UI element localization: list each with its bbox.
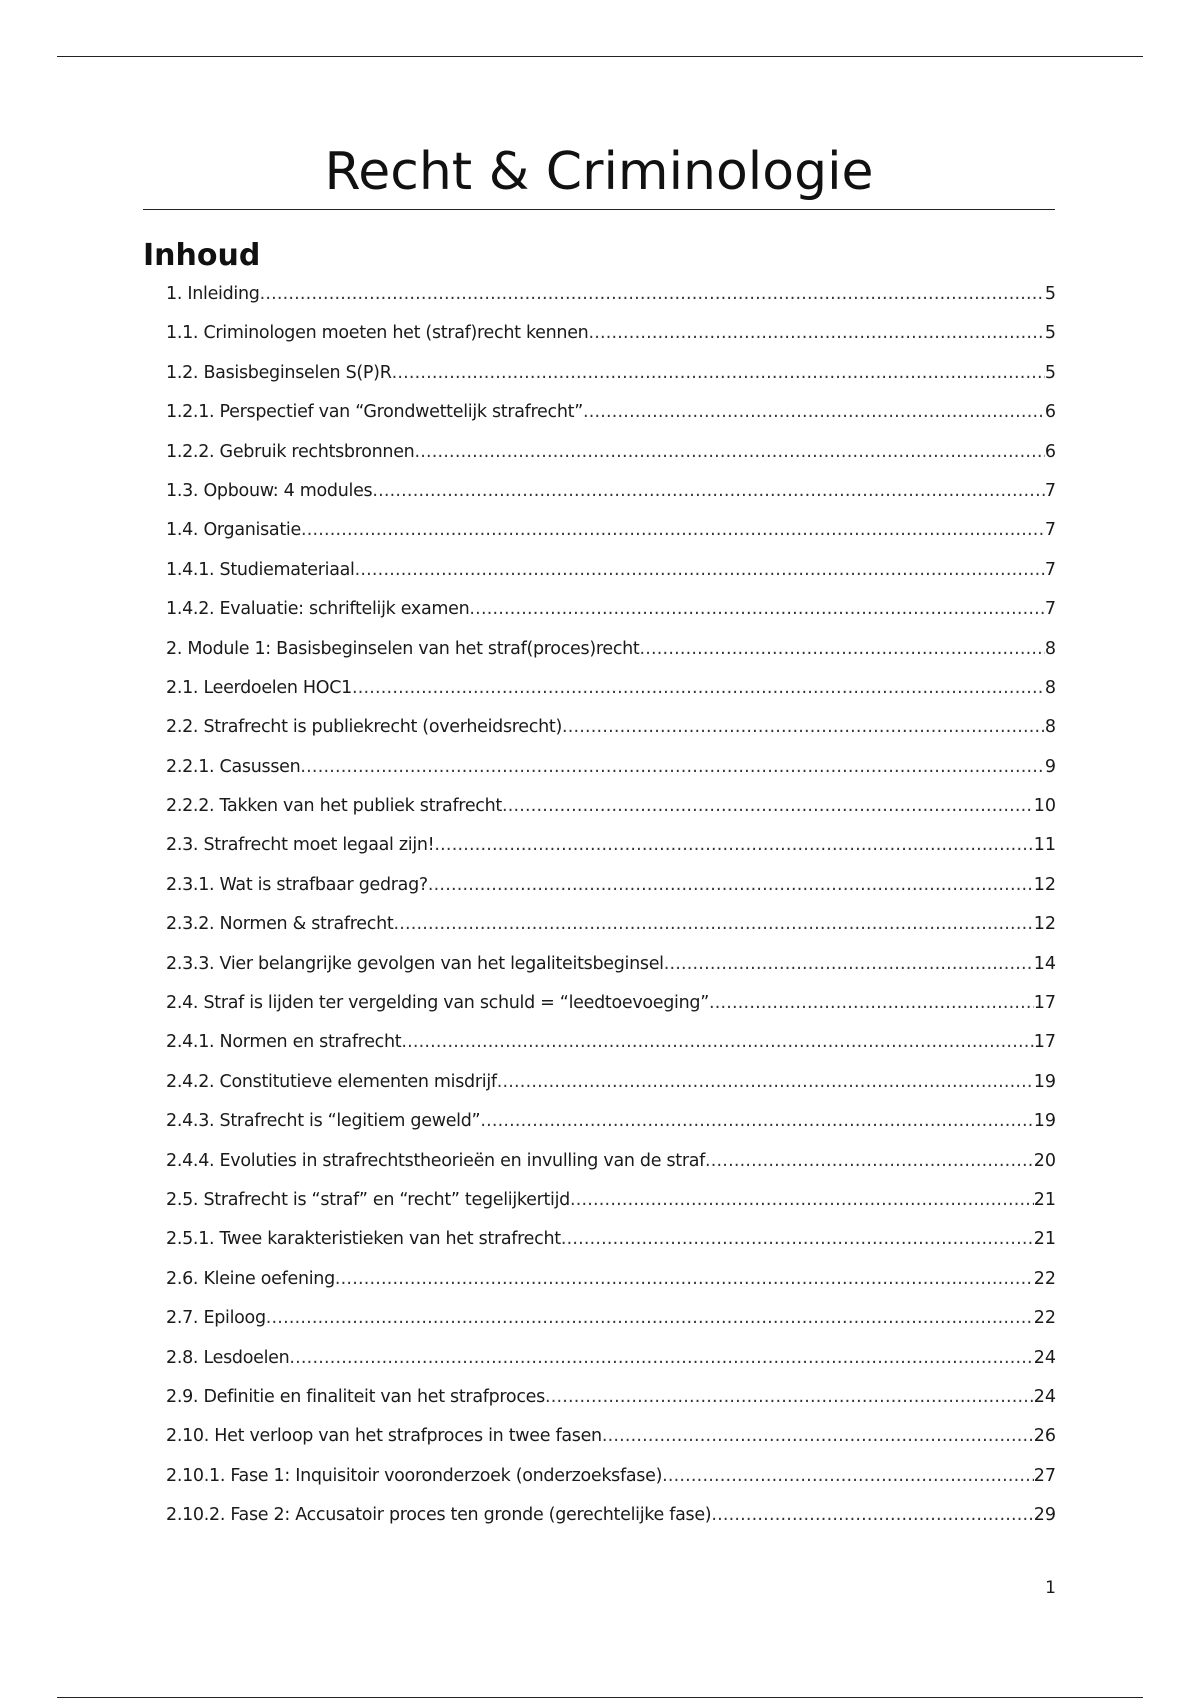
toc-entry-label: 2.8. Lesdoelen <box>166 1347 290 1368</box>
toc-dot-leader <box>561 1229 1034 1249</box>
toc-dot-leader <box>602 1426 1034 1446</box>
toc-entry[interactable] <box>166 796 1056 835</box>
toc-dot-leader <box>289 1348 1033 1368</box>
toc-entry-page: 8 <box>1044 677 1056 698</box>
toc-entry[interactable] <box>166 993 1056 1032</box>
toc-entry[interactable] <box>166 363 1056 402</box>
toc-dot-leader <box>260 284 1045 304</box>
toc-entry[interactable] <box>166 1348 1056 1387</box>
toc-entry-label: 1.4.2. Evaluatie: schriftelijk examen <box>166 599 470 620</box>
toc-entry-label: 1.4. Organisatie <box>166 520 301 541</box>
toc-dot-leader <box>711 1505 1033 1525</box>
toc-entry-label: 1. Inleiding <box>166 284 260 304</box>
toc-entry[interactable] <box>166 678 1056 717</box>
toc-entry-label: 2.3.3. Vier belangrijke gevolgen van het legaliteitsbeginsel <box>166 953 664 974</box>
toc-entry[interactable] <box>166 1151 1056 1190</box>
toc-entry[interactable] <box>166 757 1056 796</box>
toc-entry[interactable] <box>166 639 1056 678</box>
toc-entry-label: 2.3.1. Wat is strafbaar gedrag? <box>166 874 428 895</box>
toc-entry-page: 22 <box>1033 1308 1056 1329</box>
toc-entry-page: 20 <box>1033 1150 1056 1171</box>
toc-dot-leader <box>434 835 1033 855</box>
toc-dot-leader <box>662 1466 1034 1486</box>
toc-entry-label: 2. Module 1: Basisbeginselen van het straf(proces)recht <box>166 638 640 659</box>
toc-entry-page: 9 <box>1044 756 1056 777</box>
toc-entry-label: 2.1. Leerdoelen HOC1 <box>166 677 352 698</box>
toc-entry-label: 1.4.1. Studiemateriaal <box>166 559 355 580</box>
toc-entry-label: 2.10.2. Fase 2: Accusatoir proces ten gronde (gerechtelijke fase) <box>166 1505 712 1526</box>
toc-dot-leader <box>480 1111 1033 1131</box>
toc-dot-leader <box>588 323 1044 343</box>
toc-entry-page: 5 <box>1044 284 1056 304</box>
toc-dot-leader <box>372 481 1045 501</box>
toc-entry-label: 1.2. Basisbeginselen S(P)R <box>166 362 392 383</box>
toc-entry[interactable] <box>166 1269 1056 1308</box>
toc-dot-leader <box>705 1151 1034 1171</box>
toc-entry-label: 2.2.1. Casussen <box>166 756 301 777</box>
toc-entry-page: 6 <box>1044 441 1056 462</box>
table-of-contents <box>166 284 1056 1545</box>
toc-entry-label: 2.4.2. Constitutieve elementen misdrijf <box>166 1071 497 1092</box>
toc-entry-label: 2.3.2. Normen & strafrecht <box>166 914 394 935</box>
toc-entry-page: 21 <box>1033 1229 1056 1250</box>
toc-entry-label: 2.4.1. Normen en strafrecht <box>166 1032 402 1053</box>
toc-entry-page: 6 <box>1044 402 1056 423</box>
toc-dot-leader <box>355 560 1045 580</box>
toc-entry-label: 2.7. Epiloog <box>166 1308 266 1329</box>
footer-rule <box>57 1697 1143 1698</box>
toc-dot-leader <box>393 914 1033 934</box>
toc-dot-leader <box>352 678 1045 698</box>
toc-entry[interactable] <box>166 954 1056 993</box>
toc-entry-page: 7 <box>1044 559 1056 580</box>
toc-entry[interactable] <box>166 1426 1056 1465</box>
toc-entry[interactable] <box>166 1229 1056 1268</box>
toc-entry[interactable] <box>166 1032 1056 1071</box>
toc-entry[interactable] <box>166 1505 1056 1544</box>
toc-dot-leader <box>300 757 1044 777</box>
toc-entry[interactable] <box>166 402 1056 441</box>
toc-entry-label: 1.2.2. Gebruik rechtsbronnen <box>166 441 415 462</box>
toc-entry-page: 12 <box>1033 914 1056 935</box>
toc-entry[interactable] <box>166 1072 1056 1111</box>
toc-entry-label: 2.9. Definitie en finaliteit van het strafproces <box>166 1386 545 1407</box>
toc-entry-page: 26 <box>1033 1426 1056 1447</box>
toc-entry[interactable] <box>166 914 1056 953</box>
toc-entry[interactable] <box>166 835 1056 874</box>
toc-dot-leader <box>266 1308 1034 1328</box>
toc-entry[interactable] <box>166 1111 1056 1150</box>
toc-dot-leader <box>570 1190 1034 1210</box>
toc-entry-page: 12 <box>1033 874 1056 895</box>
toc-entry[interactable] <box>166 284 1056 323</box>
toc-entry-page: 17 <box>1033 993 1056 1014</box>
toc-entry-page: 7 <box>1044 520 1056 541</box>
toc-entry-label: 2.6. Kleine oefening <box>166 1268 335 1289</box>
toc-entry-page: 24 <box>1033 1386 1056 1407</box>
toc-entry-label: 2.5.1. Twee karakteristieken van het strafrecht <box>166 1229 561 1250</box>
toc-entry[interactable] <box>166 1387 1056 1426</box>
toc-entry[interactable] <box>166 1190 1056 1229</box>
toc-entry-label: 1.3. Opbouw: 4 modules <box>166 480 373 501</box>
document-title: Recht & Criminologie <box>324 142 874 202</box>
title-underline <box>143 209 1055 210</box>
toc-entry-page: 5 <box>1044 323 1056 344</box>
toc-entry-label: 2.3. Strafrecht moet legaal zijn! <box>166 835 435 856</box>
toc-dot-leader <box>497 1072 1034 1092</box>
toc-entry-page: 10 <box>1033 796 1056 817</box>
toc-entry-page: 17 <box>1033 1032 1056 1053</box>
toc-dot-leader <box>709 993 1034 1013</box>
toc-dot-leader <box>414 442 1044 462</box>
toc-dot-leader <box>428 875 1034 895</box>
toc-entry-page: 22 <box>1033 1268 1056 1289</box>
toc-entry-page: 19 <box>1033 1111 1056 1132</box>
toc-entry-page: 8 <box>1044 717 1056 738</box>
toc-entry-label: 2.5. Strafrecht is “straf” en “recht” tegelijkertijd <box>166 1189 570 1210</box>
toc-entry[interactable] <box>166 323 1056 362</box>
toc-dot-leader <box>401 1032 1033 1052</box>
toc-entry-label: 2.10. Het verloop van het strafproces in twee fasen <box>166 1426 602 1447</box>
toc-entry[interactable] <box>166 442 1056 481</box>
toc-entry-page: 8 <box>1044 638 1056 659</box>
toc-dot-leader <box>335 1269 1034 1289</box>
toc-dot-leader <box>583 402 1045 422</box>
toc-entry[interactable] <box>166 560 1056 599</box>
toc-entry[interactable] <box>166 875 1056 914</box>
toc-entry-label: 2.2.2. Takken van het publiek strafrecht <box>166 796 502 817</box>
toc-entry-page: 7 <box>1044 480 1056 501</box>
toc-dot-leader <box>640 639 1045 659</box>
toc-entry[interactable] <box>166 599 1056 638</box>
toc-dot-leader <box>664 954 1034 974</box>
toc-entry-page: 7 <box>1044 599 1056 620</box>
toc-dot-leader <box>562 717 1045 737</box>
toc-entry-page: 29 <box>1033 1505 1056 1526</box>
toc-entry-page: 21 <box>1033 1189 1056 1210</box>
toc-dot-leader <box>545 1387 1034 1407</box>
toc-entry-label: 2.10.1. Fase 1: Inquisitoir vooronderzoek (onderzoeksfase) <box>166 1465 663 1486</box>
toc-entry-label: 2.4. Straf is lijden ter vergelding van schuld = “leedtoevoeging” <box>166 993 709 1014</box>
toc-entry-label: 2.4.3. Strafrecht is “legitiem geweld” <box>166 1111 481 1132</box>
toc-entry-page: 14 <box>1033 953 1056 974</box>
toc-entry-label: 2.2. Strafrecht is publiekrecht (overheidsrecht) <box>166 717 562 738</box>
toc-entry[interactable] <box>166 717 1056 756</box>
toc-entry-label: 1.1. Criminologen moeten het (straf)recht kennen <box>166 323 589 344</box>
toc-entry[interactable] <box>166 481 1056 520</box>
toc-entry[interactable] <box>166 1466 1056 1505</box>
toc-entry-page: 24 <box>1033 1347 1056 1368</box>
toc-entry[interactable] <box>166 520 1056 559</box>
toc-dot-leader <box>502 796 1034 816</box>
toc-entry-page: 19 <box>1033 1071 1056 1092</box>
page-number: 1 <box>1045 1578 1056 1598</box>
toc-dot-leader <box>301 520 1045 540</box>
toc-entry[interactable] <box>166 1308 1056 1347</box>
header-rule <box>57 56 1143 57</box>
toc-entry-label: 2.4.4. Evoluties in strafrechtstheorieën en invulling van de straf <box>166 1150 706 1171</box>
toc-entry-label: 1.2.1. Perspectief van “Grondwettelijk strafrecht” <box>166 402 583 423</box>
toc-dot-leader <box>469 599 1044 619</box>
toc-entry-page: 27 <box>1033 1465 1056 1486</box>
toc-entry-page: 11 <box>1033 835 1056 856</box>
toc-heading: Inhoud <box>143 238 261 273</box>
toc-entry-page: 5 <box>1044 362 1056 383</box>
toc-dot-leader <box>392 363 1045 383</box>
